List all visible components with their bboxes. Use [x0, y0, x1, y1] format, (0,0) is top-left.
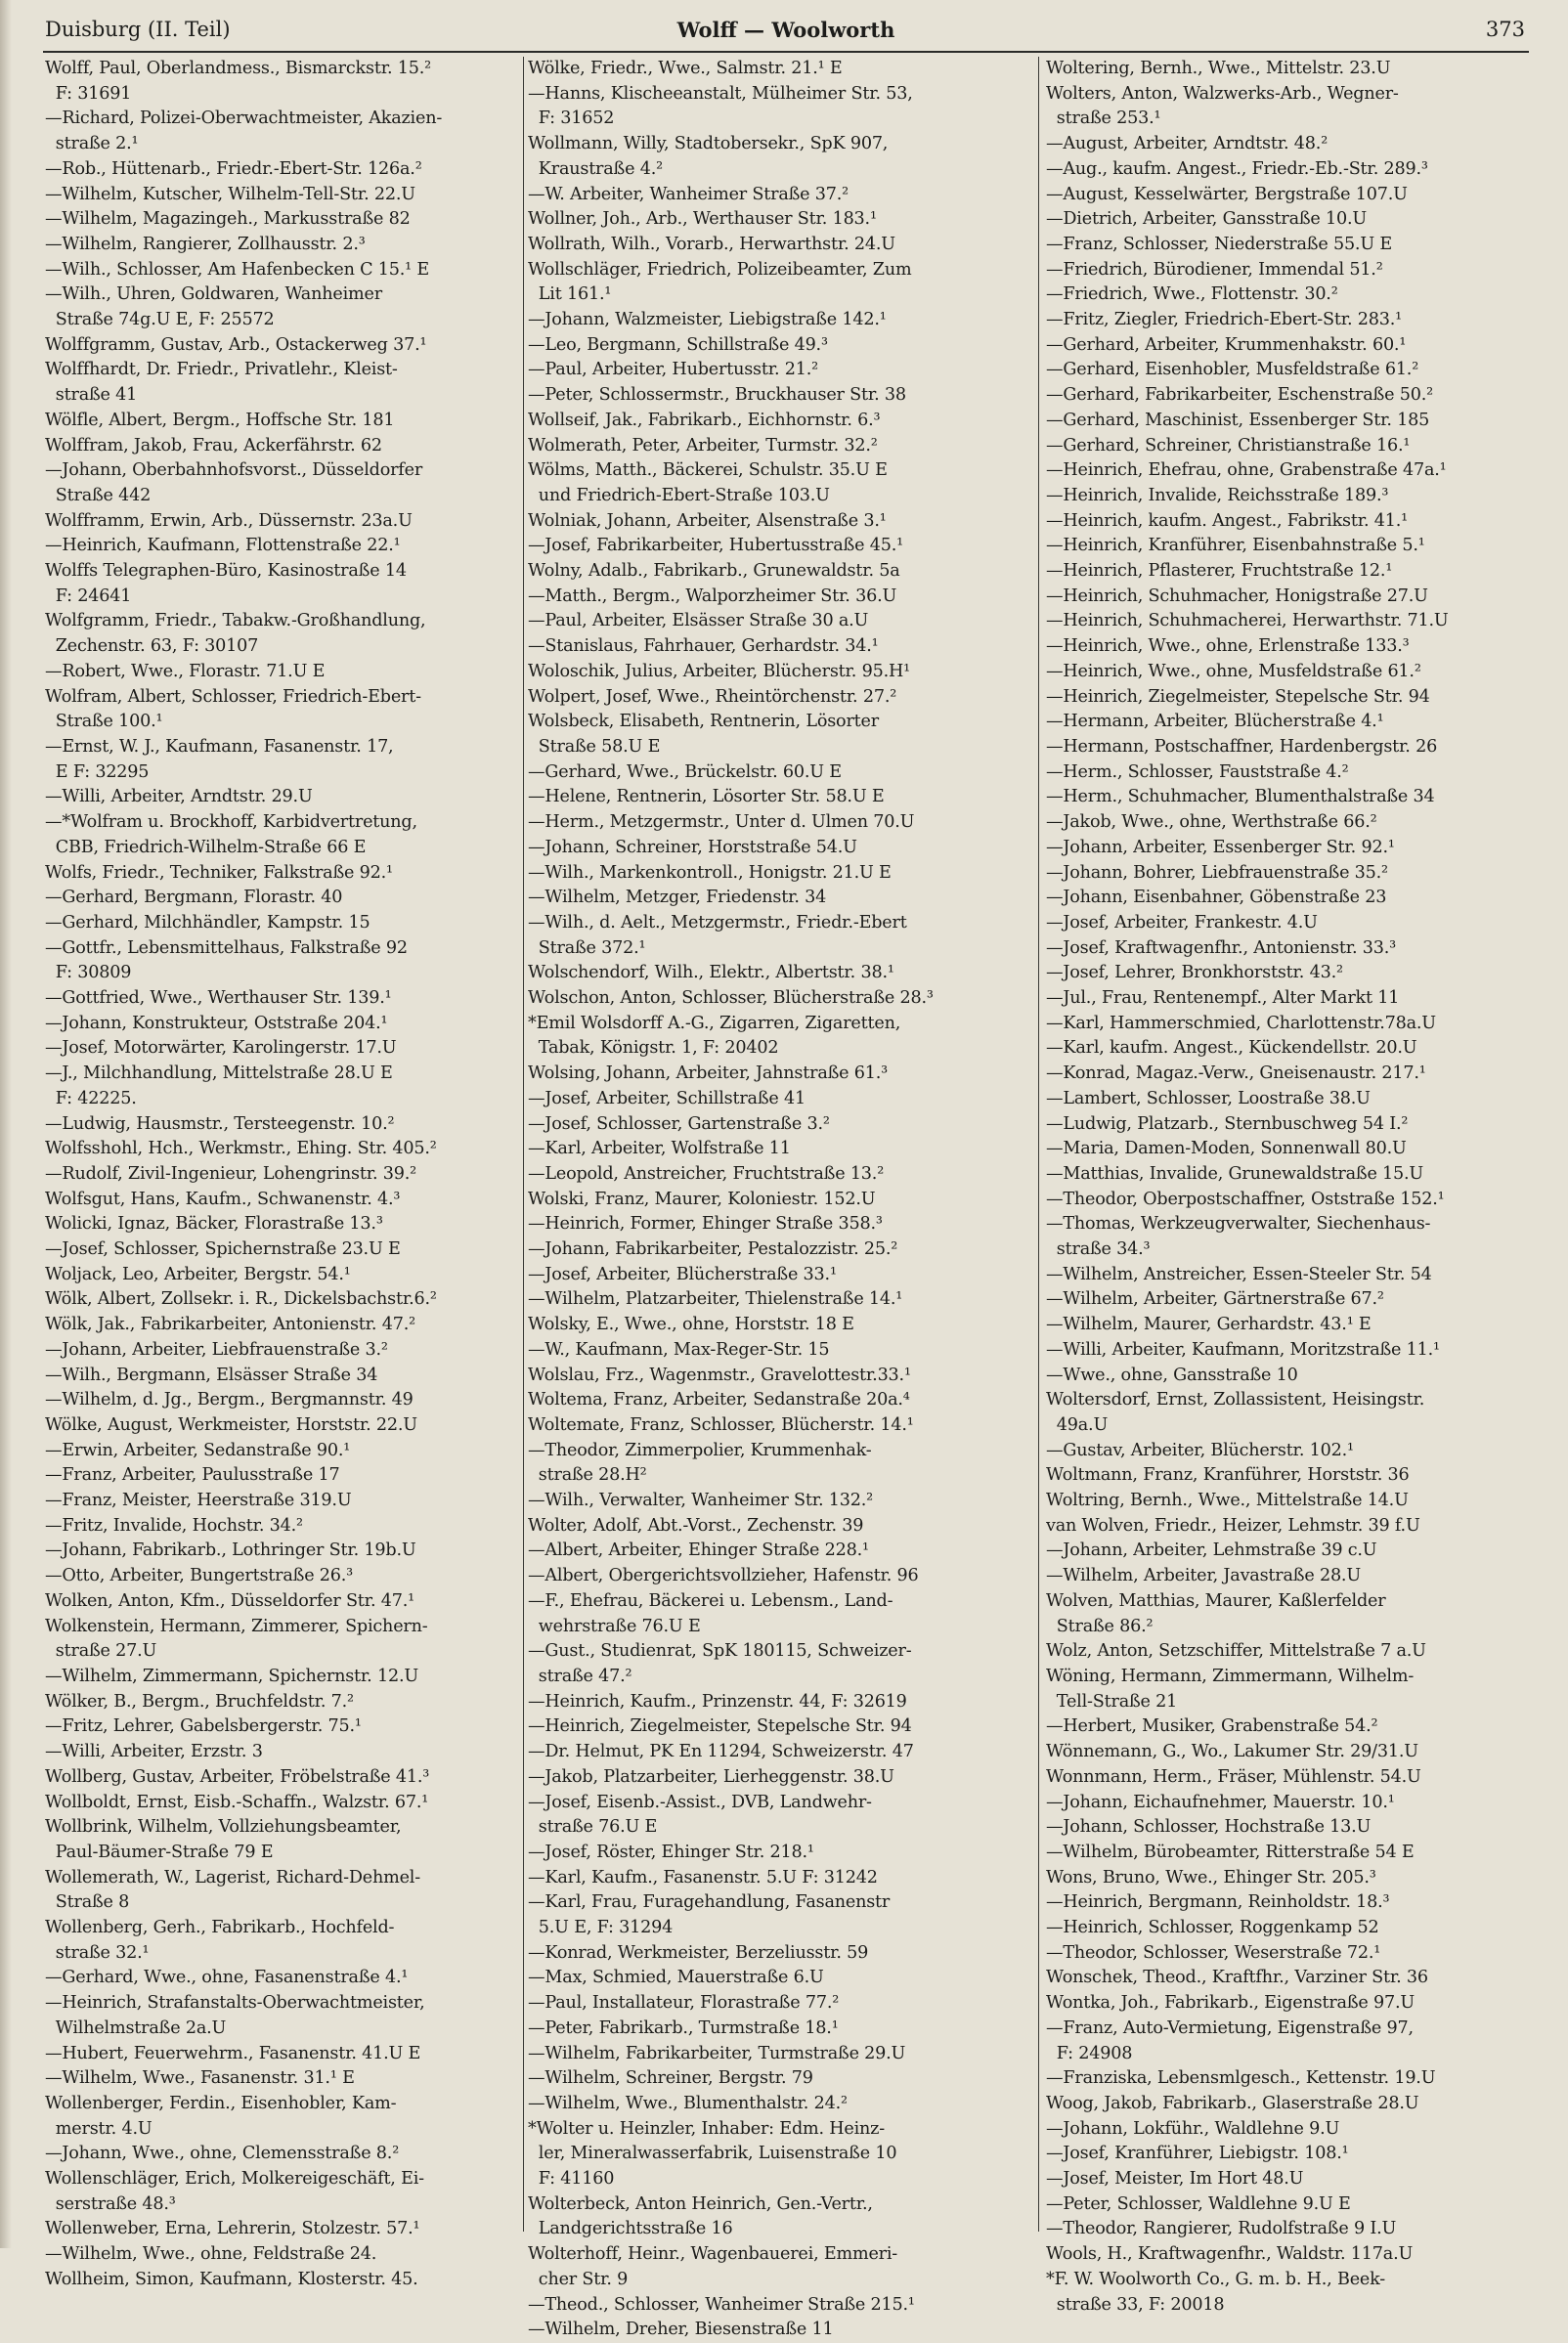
directory-entry-line: —Josef, Schlosser, Gartenstraße 3.²: [528, 1113, 830, 1134]
directory-entry-line: —Theod., Schlosser, Wanheimer Straße 215.¹: [528, 2294, 915, 2315]
directory-entry-line: —Willi, Arbeiter, Erzstr. 3: [45, 1742, 263, 1762]
directory-entry-line: Wollenberg, Gerh., Fabrikarb., Hochfeld-: [45, 1918, 395, 1938]
directory-entry-line: —Hanns, Klischeeanstalt, Mülheimer Str. 53,: [528, 83, 913, 104]
directory-entry-line: —Heinrich, Kranführer, Eisenbahnstraße 5.¹: [1046, 536, 1425, 556]
directory-entry-line: CBB, Friedrich-Wilhelm-Straße 66 E: [45, 837, 367, 857]
directory-entry-line: —Franz, Arbeiter, Paulusstraße 17: [45, 1465, 340, 1486]
directory-entry-line: —Richard, Polizei-Oberwachtmeister, Akazien-: [45, 108, 443, 129]
directory-entry-line: —Stanislaus, Fahrhauer, Gerhardstr. 34.¹: [528, 636, 879, 657]
directory-entry-line: —Johann, Walzmeister, Liebigstraße 142.¹: [528, 310, 887, 330]
directory-entry-line: Wollmann, Willy, Stadtobersekr., SpK 907,: [528, 134, 889, 154]
directory-entry-line: —Theodor, Schlosser, Weserstraße 72.¹: [1046, 1942, 1381, 1963]
directory-entry-line: Wolfs, Friedr., Techniker, Falkstraße 92.¹: [45, 862, 393, 883]
directory-entry-line: —Karl, Arbeiter, Wolfstraße 11: [528, 1139, 791, 1159]
directory-entry-line: Woltering, Bernh., Wwe., Mittelstr. 23.U: [1046, 59, 1391, 78]
directory-entry-line: —Maria, Damen-Moden, Sonnenwall 80.U: [1046, 1139, 1407, 1159]
directory-entry-line: merstr. 4.U: [45, 2118, 152, 2139]
directory-entry-line: straße 32.¹: [45, 1942, 150, 1963]
directory-entry-line: Kraustraße 4.²: [528, 158, 663, 179]
directory-entry-line: —Johann, Schreiner, Horststraße 54.U: [528, 837, 857, 857]
directory-entry-line: —Karl, Hammerschmied, Charlottenstr.78a.U: [1046, 1013, 1436, 1033]
directory-entry-line: —Dietrich, Arbeiter, Gansstraße 10.U: [1046, 209, 1368, 230]
page-number: 373: [1485, 18, 1525, 41]
directory-entry-line: Wonschek, Theod., Kraftfhr., Varziner Str. 36: [1046, 1968, 1428, 1988]
directory-entry-line: —Wilhelm, Arbeiter, Javastraße 28.U: [1046, 1566, 1361, 1586]
directory-entry-line: Straße 8: [45, 1892, 130, 1913]
directory-entry-line: —Max, Schmied, Mauerstraße 6.U: [528, 1968, 824, 1988]
directory-entry-line: Woloschik, Julius, Arbeiter, Blücherstr. 95.H¹: [528, 661, 910, 681]
directory-entry-line: Wollseif, Jak., Fabrikarb., Eichhornstr. 6.³: [528, 410, 881, 430]
directory-entry-line: Wools, H., Kraftwagenfhr., Waldstr. 117a.U: [1046, 2244, 1414, 2265]
directory-entry-line: —Johann, Fabrikarbeiter, Pestalozzistr. 25.²: [528, 1239, 898, 1260]
directory-entry-line: —Wilhelm, d. Jg., Bergm., Bergmannstr. 49: [45, 1390, 414, 1410]
directory-entry-line: Paul-Bäumer-Straße 79 E: [45, 1842, 274, 1862]
directory-entry-line: Landgerichtsstraße 16: [528, 2219, 733, 2239]
directory-entry-line: 49a.U: [1046, 1414, 1109, 1435]
directory-entry-line: —Willi, Arbeiter, Kaufmann, Moritzstraße 11.¹: [1046, 1339, 1440, 1360]
directory-entry-line: —Peter, Schlosser, Waldlehne 9.U E: [1046, 2193, 1351, 2214]
directory-entry-line: —Franz, Auto-Vermietung, Eigenstraße 97,: [1046, 2018, 1414, 2038]
directory-entry-line: —Gerhard, Fabrikarbeiter, Eschenstraße 50.²: [1046, 385, 1433, 406]
directory-entry-line: —J., Milchhandlung, Mittelstraße 28.U E: [45, 1063, 393, 1084]
directory-entry-line: —Albert, Arbeiter, Ehinger Straße 228.¹: [528, 1540, 869, 1561]
directory-entry-line: —Heinrich, Wwe., ohne, Musfeldstraße 61.²: [1046, 661, 1421, 681]
directory-entry-line: Wolschendorf, Wilh., Elektr., Albertstr. 38.¹: [528, 963, 894, 983]
directory-entry-line: —Josef, Motorwärter, Karolingerstr. 17.U: [45, 1038, 397, 1059]
directory-entry-line: —Theodor, Rangierer, Rudolfstraße 9 I.U: [1046, 2219, 1397, 2239]
directory-entry-line: —Franz, Schlosser, Niederstraße 55.U E: [1046, 234, 1392, 254]
directory-entry-line: —Willi, Arbeiter, Arndtstr. 29.U: [45, 787, 313, 807]
directory-entry-line: Wollenschläger, Erich, Molkereigeschäft, Ei-: [45, 2169, 424, 2190]
directory-entry-line: Woltring, Bernh., Wwe., Mittelstraße 14.U: [1046, 1491, 1409, 1511]
directory-entry-line: Wolff, Paul, Oberlandmess., Bismarckstr. 15.²: [45, 59, 431, 78]
directory-entry-line: —Gerhard, Bergmann, Florastr. 40: [45, 888, 343, 908]
directory-entry-line: —Gerhard, Wwe., ohne, Fasanenstraße 4.¹: [45, 1968, 409, 1988]
directory-entry-line: E F: 32295: [45, 761, 150, 782]
directory-entry-line: F: 24908: [1046, 2043, 1133, 2063]
directory-entry-line: Wolsky, E., Wwe., ohne, Horststr. 18 E: [528, 1315, 854, 1335]
directory-entry-line: —Josef, Kranführer, Liebigstr. 108.¹: [1046, 2144, 1349, 2164]
directory-entry-line: —Josef, Arbeiter, Blücherstraße 33.¹: [528, 1264, 837, 1284]
directory-entry-line: —Wwe., ohne, Gansstraße 10: [1046, 1365, 1298, 1385]
directory-entry-line: —Hermann, Arbeiter, Blücherstraße 4.¹: [1046, 712, 1384, 732]
directory-entry-line: —Wilhelm, Schreiner, Bergstr. 79: [528, 2068, 813, 2089]
directory-entry-line: —Heinrich, Ziegelmeister, Stepelsche Str. 94: [1046, 686, 1430, 707]
directory-entry-line: Wolfsshohl, Hch., Werkmstr., Ehing. Str. 405.²: [45, 1139, 437, 1159]
directory-entry-line: Wolters, Anton, Walzwerks-Arb., Wegner-: [1046, 83, 1399, 104]
directory-entry-line: Wollboldt, Ernst, Eisb.-Schaffn., Walzstr. 67.¹: [45, 1792, 429, 1812]
directory-entry-line: Wilhelmstraße 2a.U: [45, 2018, 227, 2038]
directory-entry-line: —W. Arbeiter, Wanheimer Straße 37.²: [528, 184, 849, 204]
directory-entry-line: Woljack, Leo, Arbeiter, Bergstr. 54.¹: [45, 1264, 351, 1284]
directory-entry-line: —Gottfried, Wwe., Werthauser Str. 139.¹: [45, 988, 392, 1009]
directory-entry-line: Wollbrink, Wilhelm, Vollziehungsbeamter,: [45, 1817, 402, 1838]
directory-entry-line: Woltmann, Franz, Kranführer, Horststr. 36: [1046, 1465, 1410, 1486]
directory-entry-line: —Hubert, Feuerwehrm., Fasanenstr. 41.U E: [45, 2043, 421, 2063]
directory-entry-line: —Heinrich, Invalide, Reichsstraße 189.³: [1046, 485, 1389, 505]
directory-entry-line: —Heinrich, Schlosser, Roggenkamp 52: [1046, 1918, 1379, 1938]
directory-entry-line: —Albert, Obergerichtsvollzieher, Hafenstr. 96: [528, 1566, 919, 1586]
directory-entry-line: straße 2.¹: [45, 134, 139, 154]
directory-entry-line: —Wilh., Uhren, Goldwaren, Wanheimer: [45, 284, 382, 305]
directory-entry-line: Tell-Straße 21: [1046, 1691, 1178, 1712]
directory-entry-line: straße 34.³: [1046, 1239, 1151, 1260]
directory-entry-line: —Johann, Oberbahnhofsvorst., Düsseldorfer: [45, 460, 423, 481]
directory-entry-line: Zechenstr. 63, F: 30107: [45, 636, 259, 657]
directory-entry-line: —Aug., kaufm. Angest., Friedr.-Eb.-Str. 289.³: [1046, 158, 1428, 179]
directory-entry-line: —Heinrich, Pflasterer, Fruchtstraße 12.¹: [1046, 561, 1393, 582]
directory-entry-line: Wolken, Anton, Kfm., Düsseldorfer Str. 47.¹: [45, 1590, 414, 1611]
directory-entry-line: Tabak, Königstr. 1, F: 20402: [528, 1038, 779, 1059]
directory-entry-line: Wolpert, Josef, Wwe., Rheintörchenstr. 27.²: [528, 686, 897, 707]
directory-entry-line: F: 41160: [528, 2169, 615, 2190]
directory-entry-line: F: 31652: [528, 108, 615, 129]
directory-entry-line: cher Str. 9: [528, 2269, 629, 2289]
directory-entry-line: —Johann, Arbeiter, Essenberger Str. 92.¹: [1046, 837, 1395, 857]
directory-entry-line: —Wilhelm, Kutscher, Wilhelm-Tell-Str. 22.U: [45, 184, 415, 204]
directory-entry-line: —Gerhard, Arbeiter, Krummenhakstr. 60.¹: [1046, 334, 1407, 355]
directory-entry-line: Wolmerath, Peter, Arbeiter, Turmstr. 32.²: [528, 435, 878, 456]
directory-entry-line: —Heinrich, Kaufmann, Flottenstraße 22.¹: [45, 536, 401, 556]
directory-entry-line: —Heinrich, Kaufm., Prinzenstr. 44, F: 32619: [528, 1691, 907, 1712]
directory-entry-line: —Herm., Schlosser, Fauststraße 4.²: [1046, 761, 1349, 782]
directory-entry-line: Wolffhardt, Dr. Friedr., Privatlehr., Kleist-: [45, 360, 398, 380]
directory-entry-line: F: 42225.: [45, 1088, 137, 1108]
directory-entry-line: Wollemerath, W., Lagerist, Richard-Dehmel-: [45, 1867, 420, 1887]
directory-entry-line: —Johann, Schlosser, Hochstraße 13.U: [1046, 1817, 1372, 1838]
directory-entry-line: —Johann, Lokführ., Waldlehne 9.U: [1046, 2118, 1340, 2139]
directory-entry-line: —Johann, Wwe., ohne, Clemensstraße 8.²: [45, 2144, 400, 2164]
directory-entry-line: Wolkenstein, Hermann, Zimmerer, Spichern-: [45, 1616, 428, 1636]
directory-entry-line: Wolschon, Anton, Schlosser, Blücherstraße 28.³: [528, 988, 934, 1009]
directory-entry-line: straße 33, F: 20018: [1046, 2294, 1225, 2315]
directory-entry-line: —Josef, Röster, Ehinger Str. 218.¹: [528, 1842, 814, 1862]
directory-entry-line: Wolslau, Frz., Wagenmstr., Gravelottestr.33.¹: [528, 1365, 911, 1385]
directory-entry-line: —Wilhelm, Platzarbeiter, Thielenstraße 14.¹: [528, 1289, 903, 1310]
directory-entry-line: Wollschläger, Friedrich, Polizeibeamter, Zum: [528, 259, 912, 280]
directory-entry-line: —Paul, Arbeiter, Hubertusstr. 21.²: [528, 360, 819, 380]
directory-entry-line: —Franz, Meister, Heerstraße 319.U: [45, 1491, 352, 1511]
directory-entry-line: —Paul, Arbeiter, Elsässer Straße 30 a.U: [528, 611, 869, 631]
directory-entry-line: Wolz, Anton, Setzschiffer, Mittelstraße 7 a.U: [1046, 1641, 1426, 1662]
directory-entry-line: —Wilh., Verwalter, Wanheimer Str. 132.²: [528, 1491, 874, 1511]
column-3: [1046, 57, 1531, 2318]
directory-entry-line: Wolniak, Johann, Arbeiter, Alsenstraße 3.¹: [528, 510, 887, 531]
directory-entry-line: F: 30809: [45, 963, 132, 983]
directory-entry-line: —Johann, Bohrer, Liebfrauenstraße 35.²: [1046, 862, 1388, 883]
directory-entry-line: —Matthias, Invalide, Grunewaldstraße 15.U: [1046, 1163, 1424, 1184]
directory-entry-line: Wönnemann, G., Wo., Lakumer Str. 29/31.U: [1046, 1742, 1418, 1762]
directory-entry-line: —Johann, Arbeiter, Liebfrauenstraße 3.²: [45, 1339, 388, 1360]
directory-entry-line: —Karl, Frau, Furagehandlung, Fasanenstr: [528, 1892, 891, 1913]
directory-entry-line: —Wilhelm, Anstreicher, Essen-Steeler Str. 54: [1046, 1264, 1432, 1284]
directory-entry-line: Woltema, Franz, Arbeiter, Sedanstraße 20a.⁴: [528, 1390, 910, 1410]
directory-entry-line: Wölk, Albert, Zollsekr. i. R., Dickelsbachstr.6.²: [45, 1289, 437, 1310]
directory-entry-line: Straße 58.U E: [528, 736, 661, 757]
directory-entry-line: —Heinrich, Schuhmacherei, Herwarthstr. 71.U: [1046, 611, 1449, 631]
directory-entry-line: —Franziska, Lebensmlgesch., Kettenstr. 19.U: [1046, 2068, 1436, 2089]
directory-entry-line: Wollrath, Wilh., Vorarb., Herwarthstr. 24.U: [528, 234, 895, 254]
directory-entry-line: —Thomas, Werkzeugverwalter, Siechenhaus-: [1046, 1214, 1431, 1235]
directory-entry-line: —Robert, Wwe., Florastr. 71.U E: [45, 661, 326, 681]
directory-entry-line: —Heinrich, Former, Ehinger Straße 358.³: [528, 1214, 883, 1235]
directory-entry-line: —Helene, Rentnerin, Lösorter Str. 58.U E: [528, 787, 885, 807]
directory-entry-line: —Johann, Konstrukteur, Oststraße 204.¹: [45, 1013, 388, 1033]
directory-entry-line: —Herm., Metzgermstr., Unter d. Ulmen 70.U: [528, 812, 915, 833]
directory-entry-line: Straße 86.²: [1046, 1616, 1154, 1636]
directory-entry-line: Wölk, Jak., Fabrikarbeiter, Antonienstr. 47.²: [45, 1315, 415, 1335]
directory-entry-line: Straße 100.¹: [45, 712, 163, 732]
directory-entry-line: —Theodor, Oberpostschaffner, Oststraße 152.¹: [1046, 1189, 1445, 1209]
directory-entry-line: —Rudolf, Zivil-Ingenieur, Lohengrinstr. 39.²: [45, 1163, 417, 1184]
directory-entry-line: —Peter, Schlossermstr., Bruckhauser Str. 38: [528, 385, 906, 406]
directory-entry-line: Wollenweber, Erna, Lehrerin, Stolzestr. 57.¹: [45, 2219, 420, 2239]
directory-entry-line: Wons, Bruno, Wwe., Ehinger Str. 205.³: [1046, 1867, 1376, 1887]
directory-entry-line: —August, Arbeiter, Arndtstr. 48.²: [1046, 134, 1328, 154]
directory-entry-line: Wölker, B., Bergm., Bruchfeldstr. 7.²: [45, 1691, 354, 1712]
directory-entry-line: Wolffgramm, Gustav, Arb., Ostackerweg 37.¹: [45, 334, 427, 355]
directory-entry-line: ler, Mineralwasserfabrik, Luisenstraße 10: [528, 2144, 897, 2164]
page-header: [43, 14, 1529, 49]
directory-entry-line: straße 47.²: [528, 1667, 632, 1686]
directory-entry-line: Wolterbeck, Anton Heinrich, Gen.-Vertr.,: [528, 2193, 873, 2214]
directory-entry-line: straße 28.H²: [528, 1465, 647, 1486]
directory-entry-line: Wolterhoff, Heinr., Wagenbauerei, Emmeri-: [528, 2244, 898, 2265]
column-divider: [1038, 57, 1039, 2232]
directory-entry-line: —Karl, kaufm. Angest., Kückendellstr. 20.U: [1046, 1038, 1417, 1059]
directory-entry-line: —Wilh., Bergmann, Elsässer Straße 34: [45, 1365, 378, 1385]
directory-entry-line: straße 253.¹: [1046, 108, 1161, 129]
directory-entry-line: Wolicki, Ignaz, Bäcker, Florastraße 13.³: [45, 1214, 383, 1235]
directory-entry-line: —Heinrich, kaufm. Angest., Fabrikstr. 41.¹: [1046, 510, 1409, 531]
header-name-range: Wolff — Woolworth: [676, 18, 895, 42]
directory-entry-line: —Johann, Eichaufnehmer, Mauerstr. 10.¹: [1046, 1792, 1395, 1812]
directory-entry-line: —Gerhard, Milchhändler, Kampstr. 15: [45, 912, 370, 933]
directory-entry-line: —Friedrich, Wwe., Flottenstr. 30.²: [1046, 284, 1338, 305]
directory-entry-line: —Rob., Hüttenarb., Friedr.-Ebert-Str. 126a.²: [45, 158, 422, 179]
directory-entry-line: van Wolven, Friedr., Heizer, Lehmstr. 39 f.U: [1046, 1515, 1420, 1536]
directory-entry-line: Wolter, Adolf, Abt.-Vorst., Zechenstr. 39: [528, 1515, 864, 1536]
directory-entry-line: —Wilhelm, Maurer, Gerhardstr. 43.¹ E: [1046, 1315, 1372, 1335]
directory-entry-line: —Wilh., d. Aelt., Metzgermstr., Friedr.-Ebert: [528, 912, 907, 933]
directory-entry-line: —Wilhelm, Arbeiter, Gärtnerstraße 67.²: [1046, 1289, 1384, 1310]
directory-entry-line: —Erwin, Arbeiter, Sedanstraße 90.¹: [45, 1440, 351, 1460]
directory-entry-line: —Gerhard, Schreiner, Christianstraße 16.¹: [1046, 435, 1411, 456]
directory-entry-line: Wölke, August, Werkmeister, Horststr. 22.U: [45, 1414, 417, 1435]
directory-entry-line: —Ludwig, Hausmstr., Tersteegenstr. 10.²: [45, 1113, 395, 1134]
directory-entry-line: Wolfframm, Erwin, Arb., Düssernstr. 23a.U: [45, 510, 413, 531]
directory-entry-line: Wollenberger, Ferdin., Eisenhobler, Kam-: [45, 2093, 397, 2113]
directory-entry-line: Wollheim, Simon, Kaufmann, Klosterstr. 45.: [45, 2269, 418, 2289]
directory-entry-line: —Konrad, Magaz.-Verw., Gneisenaustr. 217.¹: [1046, 1063, 1426, 1084]
directory-entry-line: straße 27.U: [45, 1641, 157, 1662]
directory-entry-line: —Konrad, Werkmeister, Berzeliusstr. 59: [528, 1942, 869, 1963]
directory-entry-line: —Heinrich, Ziegelmeister, Stepelsche Str. 94: [528, 1716, 912, 1737]
directory-entry-line: Wonnmann, Herm., Fräser, Mühlenstr. 54.U: [1046, 1766, 1421, 1787]
directory-entry-line: Wolffs Telegraphen-Büro, Kasinostraße 14: [45, 561, 407, 582]
directory-entry-line: Wolsbeck, Elisabeth, Rentnerin, Lösorter: [528, 712, 879, 732]
directory-entry-line: Wolny, Adalb., Fabrikarb., Grunewaldstr. 5a: [528, 561, 900, 582]
directory-entry-line: Straße 442: [45, 485, 152, 505]
header-rule: [43, 51, 1529, 53]
directory-entry-line: Straße 74g.U E, F: 25572: [45, 310, 275, 330]
directory-entry-line: —Jakob, Wwe., ohne, Werthstraße 66.²: [1046, 812, 1377, 833]
directory-entry-line: —Josef, Schlosser, Spichernstraße 23.U E: [45, 1239, 401, 1260]
directory-entry-line: Wontka, Joh., Fabrikarb., Eigenstraße 97.U: [1046, 1993, 1416, 2014]
directory-entry-line: —*Wolfram u. Brockhoff, Karbidvertretung,: [45, 812, 417, 833]
directory-entry-line: —Wilhelm, Rangierer, Zollhausstr. 2.³: [45, 234, 366, 254]
directory-entry-line: Wollberg, Gustav, Arbeiter, Fröbelstraße 41.³: [45, 1766, 430, 1787]
directory-entry-line: —Lambert, Schlosser, Loostraße 38.U: [1046, 1088, 1371, 1108]
directory-entry-line: —Heinrich, Ehefrau, ohne, Grabenstraße 47a.¹: [1046, 460, 1447, 481]
directory-entry-line: Wolffram, Jakob, Frau, Ackerfährstr. 62: [45, 435, 382, 456]
directory-entry-line: Wollner, Joh., Arb., Werthauser Str. 183.¹: [528, 209, 877, 230]
directory-entry-line: —Wilhelm, Wwe., Blumenthalstr. 24.²: [528, 2093, 848, 2113]
directory-entry-line: —Wilhelm, Wwe., Fasanenstr. 31.¹ E: [45, 2068, 355, 2089]
header-city: Duisburg (II. Teil): [45, 18, 231, 41]
directory-entry-line: Wolsing, Johann, Arbeiter, Jahnstraße 61.³: [528, 1063, 889, 1084]
directory-entry-line: —Gottfr., Lebensmittelhaus, Falkstraße 92: [45, 937, 408, 958]
directory-entry-line: straße 41: [45, 385, 138, 406]
directory-entry-line: Woltersdorf, Ernst, Zollassistent, Heisingstr.: [1046, 1390, 1425, 1410]
directory-entry-line: —Wilhelm, Fabrikarbeiter, Turmstraße 29.U: [528, 2043, 906, 2063]
directory-entry-line: Wolski, Franz, Maurer, Koloniestr. 152.U: [528, 1189, 876, 1209]
directory-entry-line: Wolfram, Albert, Schlosser, Friedrich-Ebert-: [45, 686, 421, 707]
directory-entry-line: —Josef, Lehrer, Bronkhorststr. 43.²: [1046, 963, 1343, 983]
directory-entry-line: —Gerhard, Wwe., Brückelstr. 60.U E: [528, 761, 842, 782]
directory-entry-line: —Josef, Fabrikarbeiter, Hubertusstraße 45.¹: [528, 536, 903, 556]
directory-entry-line: —F., Ehefrau, Bäckerei u. Lebensm., Land-: [528, 1590, 893, 1611]
directory-entry-line: —Heinrich, Wwe., ohne, Erlenstraße 133.³: [1046, 636, 1410, 657]
directory-entry-line: Wölfle, Albert, Bergm., Hoffsche Str. 181: [45, 410, 395, 430]
directory-entry-line: —Wilh., Markenkontroll., Honigstr. 21.U E: [528, 862, 892, 883]
directory-entry-line: —Heinrich, Schuhmacher, Honigstraße 27.U: [1046, 586, 1428, 606]
directory-entry-line: Woog, Jakob, Fabrikarb., Glaserstraße 28.U: [1046, 2093, 1419, 2113]
directory-entry-line: —Herm., Schuhmacher, Blumenthalstraße 34: [1046, 787, 1435, 807]
directory-entry-line: F: 24641: [45, 586, 132, 606]
directory-entry-line: —Wilhelm, Wwe., ohne, Feldstraße 24.: [45, 2244, 377, 2265]
directory-entry-line: —Gerhard, Maschinist, Essenberger Str. 185: [1046, 410, 1430, 430]
directory-entry-line: —Theodor, Zimmerpolier, Krummenhak-: [528, 1440, 872, 1460]
directory-entry-line: —Hermann, Postschaffner, Hardenbergstr. 26: [1046, 736, 1438, 757]
directory-entry-line: —Johann, Fabrikarb., Lothringer Str. 19b.U: [45, 1540, 416, 1561]
directory-entry-line: —Gerhard, Eisenhobler, Musfeldstraße 61.²: [1046, 360, 1419, 380]
directory-entry-line: —Fritz, Invalide, Hochstr. 34.²: [45, 1515, 303, 1536]
scan-left-edge: [0, 0, 12, 2248]
directory-entry-line: Wölms, Matth., Bäckerei, Schulstr. 35.U E: [528, 460, 888, 481]
directory-entry-line: Straße 372.¹: [528, 937, 646, 958]
directory-entry-line: *Emil Wolsdorff A.-G., Zigarren, Zigaretten,: [528, 1013, 901, 1033]
directory-entry-line: Wolfgramm, Friedr., Tabakw.-Großhandlung,: [45, 611, 426, 631]
directory-entry-line: —August, Kesselwärter, Bergstraße 107.U: [1046, 184, 1408, 204]
directory-entry-line: straße 76.U E: [528, 1817, 658, 1838]
directory-entry-line: Woltemate, Franz, Schlosser, Blücherstr. 14.¹: [528, 1414, 914, 1435]
directory-entry-line: serstraße 48.³: [45, 2193, 176, 2214]
directory-entry-line: —Friedrich, Bürodiener, Immendal 51.²: [1046, 259, 1383, 280]
directory-entry-line: —Heinrich, Strafanstalts-Oberwachtmeister,: [45, 1993, 425, 2014]
directory-entry-line: —Leopold, Anstreicher, Fruchtstraße 13.²: [528, 1163, 885, 1184]
directory-entry-line: —Wilhelm, Metzger, Friedenstr. 34: [528, 888, 827, 908]
directory-entry-line: —Dr. Helmut, PK En 11294, Schweizerstr. 47: [528, 1742, 914, 1762]
directory-entry-line: —Matth., Bergm., Walporzheimer Str. 36.U: [528, 586, 897, 606]
directory-entry-line: —Johann, Arbeiter, Lehmstraße 39 c.U: [1046, 1540, 1377, 1561]
directory-entry-line: —Josef, Meister, Im Hort 48.U: [1046, 2169, 1304, 2190]
directory-entry-line: —Josef, Arbeiter, Frankestr. 4.U: [1046, 912, 1318, 933]
directory-entry-line: —Fritz, Ziegler, Friedrich-Ebert-Str. 283.¹: [1046, 310, 1403, 330]
directory-entry-line: Wolfsgut, Hans, Kaufm., Schwanenstr. 4.³: [45, 1189, 401, 1209]
directory-entry-line: —Wilhelm, Zimmermann, Spichernstr. 12.U: [45, 1667, 418, 1686]
directory-entry-line: —Wilhelm, Magazingeh., Markusstraße 82: [45, 209, 411, 230]
column-2: [528, 57, 1026, 2343]
directory-entry-line: —Johann, Eisenbahner, Göbenstraße 23: [1046, 888, 1387, 908]
directory-entry-line: —Wilh., Schlosser, Am Hafenbecken C 15.¹ E: [45, 259, 430, 280]
directory-entry-line: —Jul., Frau, Rentenempf., Alter Markt 11: [1046, 988, 1400, 1009]
directory-entry-line: —Heinrich, Bergmann, Reinholdstr. 18.³: [1046, 1892, 1390, 1913]
directory-entry-line: —Josef, Eisenb.-Assist., DVB, Landwehr-: [528, 1792, 872, 1812]
directory-entry-line: 5.U E, F: 31294: [528, 1918, 674, 1938]
directory-entry-line: —Josef, Kraftwagenfhr., Antonienstr. 33.³: [1046, 937, 1397, 958]
directory-entry-line: —Gustav, Arbeiter, Blücherstr. 102.¹: [1046, 1440, 1354, 1460]
directory-entry-line: Wolven, Matthias, Maurer, Kaßlerfelder: [1046, 1590, 1386, 1611]
directory-entry-line: wehrstraße 76.U E: [528, 1616, 701, 1636]
directory-entry-line: —Otto, Arbeiter, Bungertstraße 26.³: [45, 1566, 354, 1586]
directory-entry-line: und Friedrich-Ebert-Straße 103.U: [528, 485, 830, 505]
directory-entry-line: —Gust., Studienrat, SpK 180115, Schweizer-: [528, 1641, 912, 1662]
directory-entry-line: —Karl, Kaufm., Fasanenstr. 5.U F: 31242: [528, 1867, 878, 1887]
directory-entry-line: Wöning, Hermann, Zimmermann, Wilhelm-: [1046, 1667, 1415, 1686]
directory-entry-line: Lit 161.¹: [528, 284, 612, 305]
directory-entry-line: —Ludwig, Platzarb., Sternbuschweg 54 I.²: [1046, 1113, 1409, 1134]
directory-entry-line: —Wilhelm, Dreher, Biesenstraße 11: [528, 2320, 834, 2340]
directory-entry-line: —Leo, Bergmann, Schillstraße 49.³: [528, 334, 828, 355]
directory-entry-line: Wölke, Friedr., Wwe., Salmstr. 21.¹ E: [528, 59, 843, 78]
directory-entry-line: —Josef, Arbeiter, Schillstraße 41: [528, 1088, 806, 1108]
directory-entry-line: —Herbert, Musiker, Grabenstraße 54.²: [1046, 1716, 1378, 1737]
directory-entry-line: —Jakob, Platzarbeiter, Lierheggenstr. 38.U: [528, 1766, 894, 1787]
directory-entry-line: —Ernst, W. J., Kaufmann, Fasanenstr. 17,: [45, 736, 394, 757]
column-1: [45, 57, 518, 2293]
directory-entry-line: —W., Kaufmann, Max-Reger-Str. 15: [528, 1339, 830, 1360]
directory-entry-line: —Peter, Fabrikarb., Turmstraße 18.¹: [528, 2018, 839, 2038]
directory-entry-line: F: 31691: [45, 83, 132, 104]
directory-entry-line: —Paul, Installateur, Florastraße 77.²: [528, 1993, 840, 2014]
directory-entry-line: *F. W. Woolworth Co., G. m. b. H., Beek-: [1046, 2269, 1386, 2289]
directory-entry-line: *Wolter u. Heinzler, Inhaber: Edm. Heinz-: [528, 2118, 885, 2139]
column-divider: [523, 57, 524, 2232]
directory-entry-line: —Wilhelm, Bürobeamter, Ritterstraße 54 E: [1046, 1842, 1415, 1862]
directory-entry-line: —Fritz, Lehrer, Gabelsbergerstr. 75.¹: [45, 1716, 362, 1737]
